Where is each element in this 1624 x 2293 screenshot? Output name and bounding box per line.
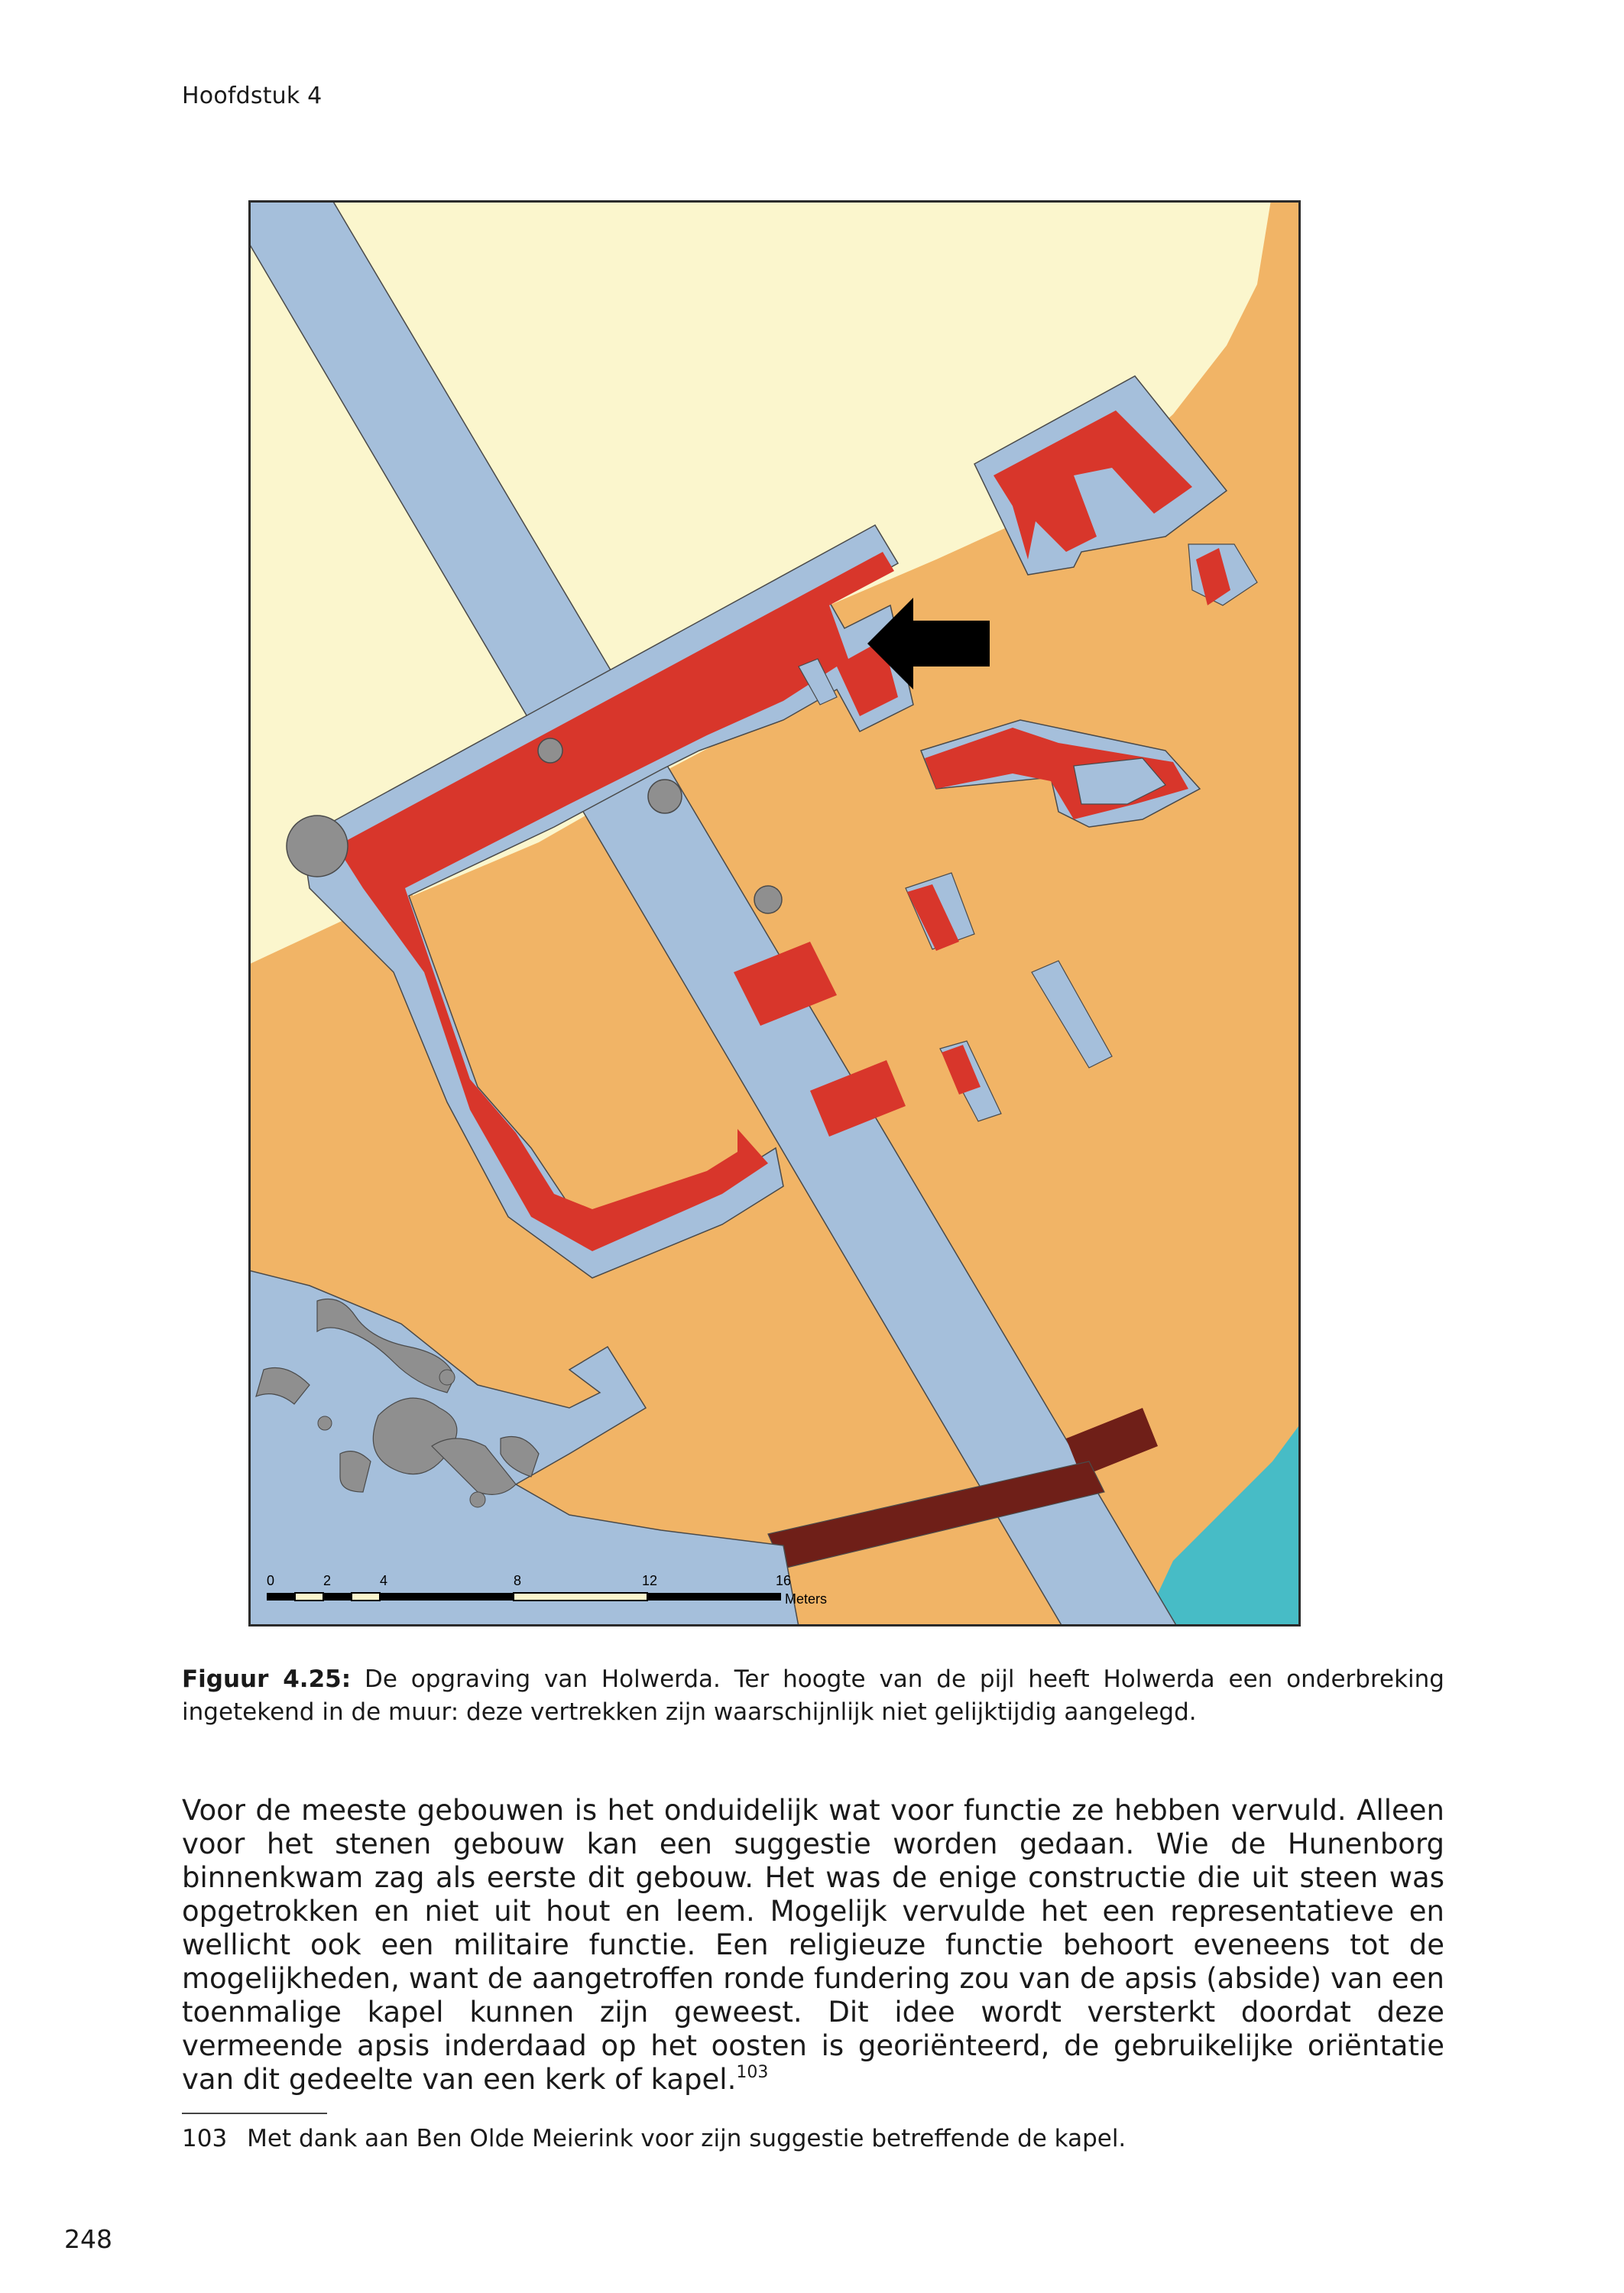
scale-bar-seg [295,1593,323,1601]
footnote-text: Met dank aan Ben Olde Meierink voor zijn suggestie betreffende de kapel. [247,2125,1126,2152]
figure-caption [182,1663,1444,1729]
apsis-foundation [287,816,348,877]
page-number: 248 [64,2224,112,2254]
scale-tick: 0 [267,1573,275,1588]
posthole [648,780,682,813]
caption-text: De opgraving van Holwerda. Ter hoogte van de pijl heeft Holwerda een onderbreking ingetekend in de muur: deze vertrekken zijn waarschijnlijk niet gelijktijdig aangelegd. [182,1665,1444,1726]
scale-tick: 8 [514,1573,522,1588]
scale-tick: 2 [323,1573,332,1588]
scale-tick: 4 [380,1573,388,1588]
footnote-rule [182,2113,327,2114]
scale-bar-seg [352,1593,380,1601]
sw-posthole [439,1370,455,1385]
excavation-map [248,200,1301,1627]
scale-unit: Meters [785,1591,828,1607]
body-paragraph-text: Voor de meeste gebouwen is het onduidelijk wat voor functie ze hebben vervuld. Alleen voor het stenen gebouw kan een suggestie worden gedaan. Wie de Hunenborg binnenkwam zag als eerste dit gebouw. Het was de enige constructie die uit steen was opgetrokken en niet uit hout en leem. Mogelijk vervulde het een representatieve en wellicht ook een militaire functie. Een religieuze functie behoort eveneens tot de mogelijkheden, want de aangetroffen ronde fundering zou van de apsis (abside) van een toenmalige kapel kunnen zijn geweest. Dit idee wordt versterkt doordat deze vermeende apsis inderdaad op het oosten is georiënteerd, de gebruikelijke oriëntatie van dit gedeelte van een kerk of kapel. [182,1794,1444,2096]
scale-bar-seg [647,1593,781,1601]
scale-bar-seg [514,1593,647,1601]
sw-posthole [318,1416,332,1430]
scale-bar-seg [323,1593,352,1601]
footnote-ref[interactable]: 103 [736,2063,769,2082]
posthole [754,886,782,913]
scale-bar-seg [380,1593,514,1601]
body-paragraph [182,1794,1444,2097]
scale-bar-seg [267,1593,295,1601]
footnote [182,2123,1126,2154]
scale-tick: 12 [642,1573,658,1588]
excavation-map-svg [248,200,1301,1627]
posthole [538,738,562,763]
caption-label: Figuur 4.25: [182,1665,352,1693]
running-head: Hoofdstuk 4 [182,83,323,109]
sw-posthole [470,1492,485,1507]
footnote-number: 103 [182,2125,228,2152]
scale-tick: 16 [776,1573,792,1588]
